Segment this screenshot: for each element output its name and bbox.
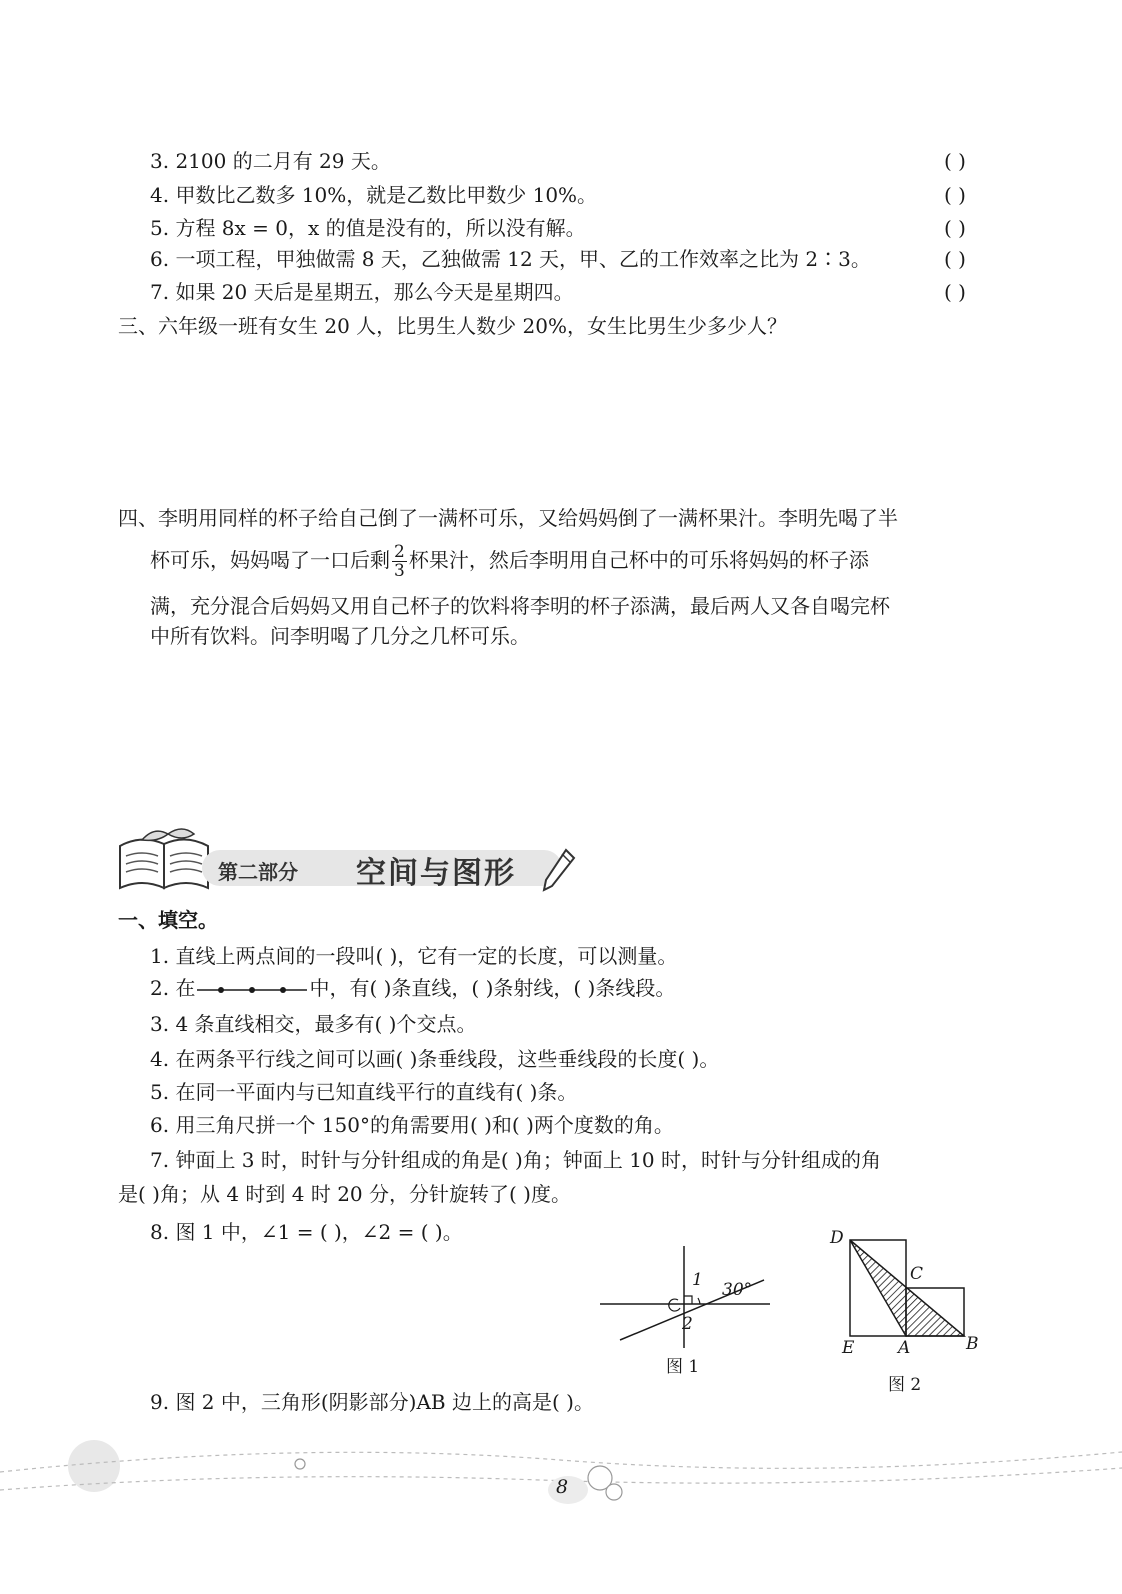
fill-q2-before: 2. 在 [150, 976, 196, 1000]
fill-q2-after: 中，有( )条直线，( )条射线，( )条线段。 [309, 976, 676, 1000]
fill-q7b: 是( )角；从 4 时到 4 时 20 分，分针旋转了( )度。 [118, 1182, 571, 1206]
question-4-line3: 满，充分混合后妈妈又用自己杯子的饮料将李明的杯子添满，最后两人又各自喝完杯 [150, 594, 890, 618]
section-header [112, 826, 582, 896]
fig2-caption: 图 2 [888, 1375, 922, 1395]
fill-q2 [150, 974, 675, 1002]
question-4-line1: 四、李明用同样的杯子给自己倒了一满杯可乐，又给妈妈倒了一满杯果汁。李明先喝了半 [118, 506, 898, 530]
fig2-point-e: E [842, 1338, 855, 1358]
fraction-numerator: 2 [394, 542, 405, 562]
judge-answer-3[interactable]: ( ) [944, 149, 966, 173]
line-segment-points-icon [195, 980, 309, 1000]
fraction-denominator: 3 [394, 561, 405, 581]
fill-q7a: 7. 钟面上 3 时，时针与分针组成的角是( )角；钟面上 10 时，时针与分针组成的角 [150, 1148, 882, 1172]
fill-q8: 8. 图 1 中，∠1 = ( )，∠2 = ( )。 [150, 1220, 463, 1244]
question-4-line2-before: 杯可乐，妈妈喝了一口后剩 [150, 548, 390, 572]
figure-1 [598, 1240, 788, 1380]
fig2-point-c: C [910, 1264, 924, 1284]
judge-item-6: 6. 一项工程，甲独做需 8 天，乙独做需 12 天，甲、乙的工作效率之比为 2∶3。 [150, 247, 871, 271]
figure-2 [826, 1226, 986, 1396]
section-part: 第二部分 [218, 860, 298, 884]
fill-q1: 1. 直线上两点间的一段叫( )，它有一定的长度，可以测量。 [150, 944, 678, 968]
pencil-icon [540, 848, 576, 892]
fill-q6: 6. 用三角尺拼一个 150°的角需要用( )和( )两个度数的角。 [150, 1113, 674, 1137]
fraction-two-thirds [392, 543, 407, 580]
judge-answer-6[interactable]: ( ) [944, 247, 966, 271]
judge-item-7: 7. 如果 20 天后是星期五，那么今天是星期四。 [150, 280, 574, 304]
judge-answer-5[interactable]: ( ) [944, 216, 966, 240]
judge-answer-7[interactable]: ( ) [944, 280, 966, 304]
fig1-angle-1-label: 1 [692, 1270, 703, 1290]
fill-q4: 4. 在两条平行线之间可以画( )条垂线段，这些垂线段的长度( )。 [150, 1047, 720, 1071]
judge-item-5: 5. 方程 8x = 0，x 的值是没有的，所以没有解。 [150, 216, 586, 240]
judge-item-4: 4. 甲数比乙数多 10%，就是乙数比甲数少 10%。 [150, 183, 598, 207]
fig2-point-a: A [898, 1338, 911, 1358]
fig2-point-d: D [830, 1228, 844, 1248]
judge-item-3: 3. 2100 的二月有 29 天。 [150, 149, 391, 173]
fill-q9: 9. 图 2 中，三角形(阴影部分)AB 边上的高是( )。 [150, 1390, 594, 1414]
fig1-angle-30-label: 30° [722, 1280, 753, 1300]
fill-q5: 5. 在同一平面内与已知直线平行的直线有( )条。 [150, 1080, 578, 1104]
fill-q3: 3. 4 条直线相交，最多有( )个交点。 [150, 1012, 477, 1036]
question-4-line2 [150, 540, 869, 580]
fig2-point-b: B [966, 1334, 979, 1354]
judge-answer-4[interactable]: ( ) [944, 183, 966, 207]
section-title: 空间与图形 [356, 856, 516, 891]
question-4-line2-after: 杯果汁，然后李明用自己杯中的可乐将妈妈的杯子添 [408, 548, 869, 572]
question-3: 三、六年级一班有女生 20 人，比男生人数少 20%，女生比男生少多少人？ [118, 314, 787, 338]
fill-heading: 一、填空。 [118, 908, 218, 932]
fig1-angle-2-label: 2 [682, 1314, 693, 1334]
question-4-line4: 中所有饮料。问李明喝了几分之几杯可乐。 [150, 624, 530, 648]
fig1-caption: 图 1 [666, 1357, 700, 1377]
page-number: 8 [556, 1476, 569, 1498]
